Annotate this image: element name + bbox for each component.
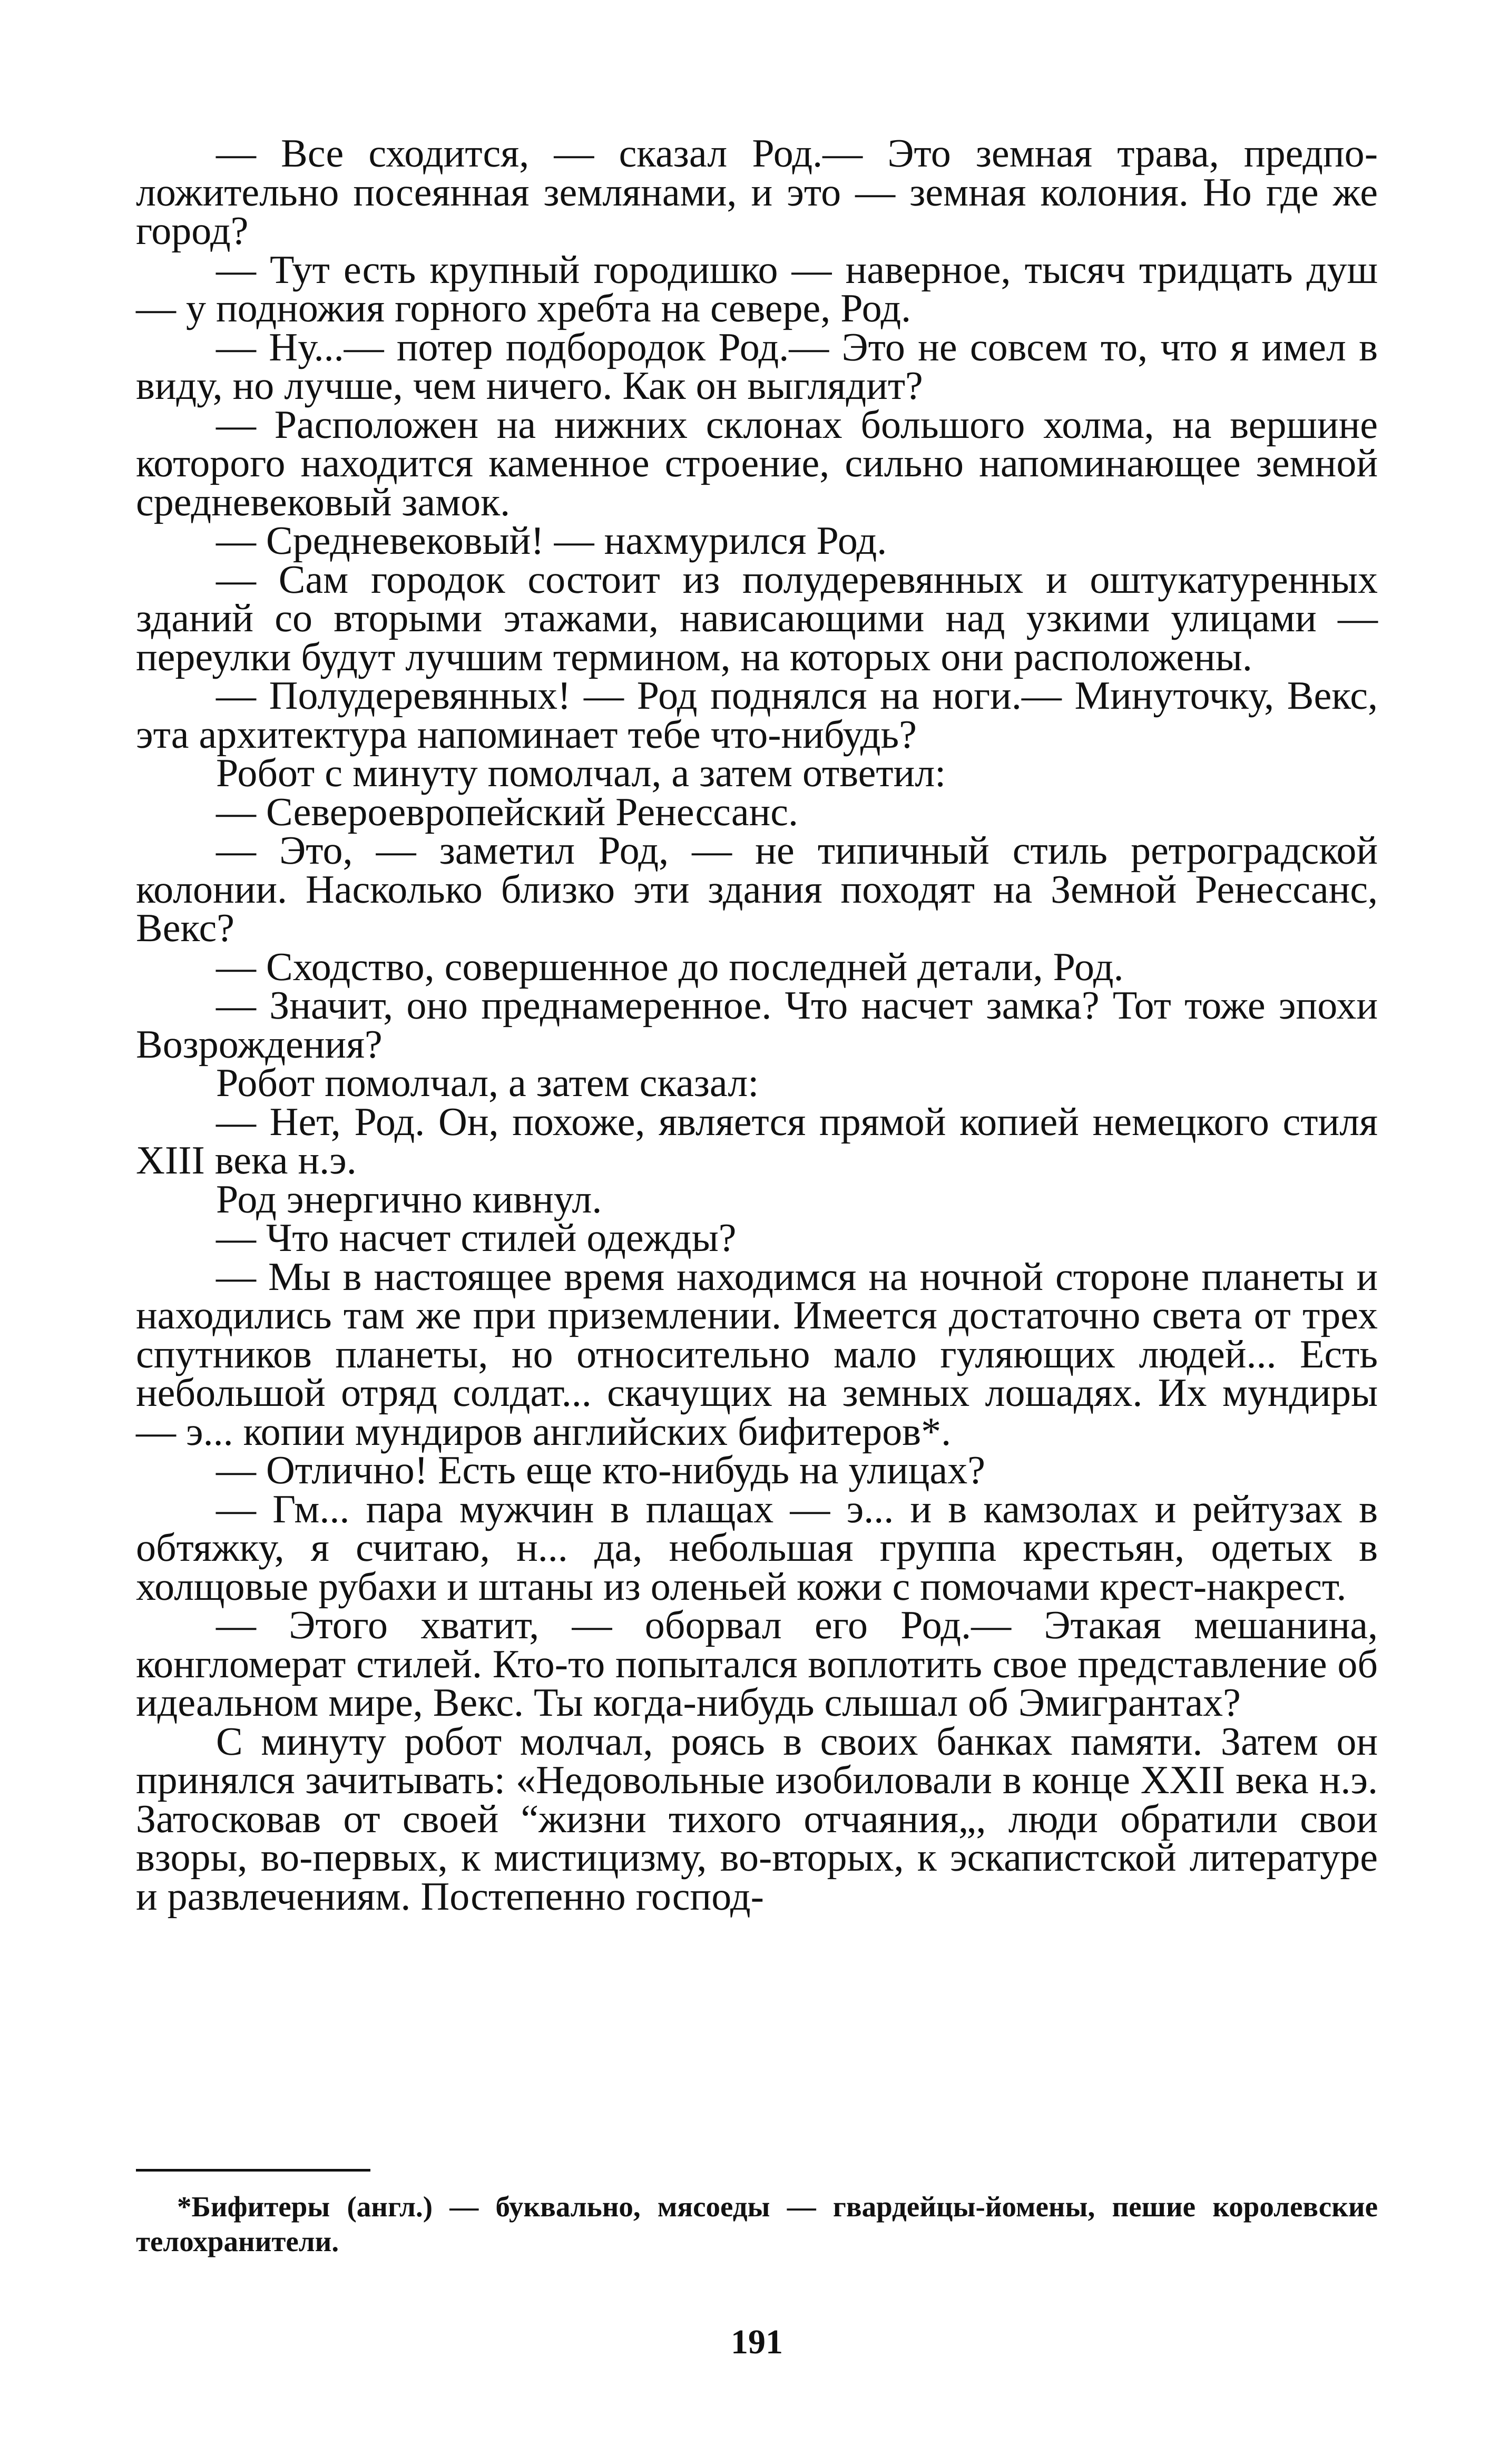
paragraph: — Средневековый! — нахмурился Род.: [216, 519, 887, 563]
paragraph: Робот с минуту помолчал, а затем ответил:: [216, 751, 946, 795]
paragraph: — Сходство, совершенное до последней детали, Род.: [216, 944, 1124, 989]
paragraph: — Североевропейский Ренессанс.: [216, 789, 798, 834]
paragraph: — Полудеревянных! — Род поднялся на ноги.— Минуточку, Векс, эта архитектура напоминает тебе что-нибудь?: [136, 673, 1378, 757]
paragraph: — Это, — заметил Род, — не типичный стиль ретроградской колонии. Насколько близко эти здания походят на Земной Ренессанс, Векс?: [136, 828, 1378, 950]
paragraph: — Сам городок состоит из полудеревянных и оштукатуренных зданий со вторыми этажами, нависающими над узкими улицами — переулки будут лучшим термином, на которых они расположены.: [136, 557, 1378, 679]
paragraph: — Мы в настоящее время находимся на ночной стороне планеты и находились там же при приземлении. Имеется достаточно света от трех спутников планеты, но относительно мало гуляющих людей... Есть небольшой отряд солдат... скачущих на земных лошадях. Их мундиры — э... копии мундиров английских бифитеров*.: [136, 1254, 1378, 1454]
paragraph: — Отлично! Есть еще кто-нибудь на улицах?: [216, 1448, 985, 1492]
footnote: *Бифитеры (англ.) — буквально, мясоеды — гвардейцы-йомены, пешие королевские телохранители.: [136, 2191, 1378, 2257]
page-number: 191: [731, 2323, 783, 2361]
paragraph: — Значит, оно преднамеренное. Что насчет замка? Тот тоже эпохи Возрождения?: [136, 983, 1378, 1067]
book-page: [136, 131, 1378, 2453]
paragraph: — Этого хватит, — оборвал его Род.— Этакая мешанина, конгломерат стилей. Кто-то попытался воплотить свое представление об идеальном мире, Векс. Ты когда-нибудь слышал об Эмигрантах?: [136, 1603, 1378, 1725]
paragraph: — Что насчет стилей одежды?: [216, 1216, 737, 1260]
paragraph: — Все сходится, — сказал Род.— Это земная трава, предположительно посеянная землянами, и это — земная колония. Но где же город?: [136, 131, 1378, 253]
paragraph: — Расположен на нижних склонах большого холма, на вершине которого находится каменное строение, сильно напоминающее земной средневековый замок.: [136, 402, 1378, 524]
paragraph: Род энергично кивнул.: [216, 1177, 602, 1221]
paragraph: — Нет, Род. Он, похоже, является прямой копией немецкого стиля XIII века н.э.: [136, 1099, 1378, 1182]
footnote-divider: [136, 2169, 370, 2172]
paragraph: Робот помолчал, а затем сказал:: [216, 1061, 759, 1105]
paragraph: — Гм... пара мужчин в плащах — э... и в камзолах и рейтузах в обтяжку, я считаю, н... да, небольшая группа крестьян, одетых в холщовые рубахи и штаны из оленьей кожи с помочами крест-накрест.: [136, 1487, 1378, 1609]
paragraph: С минуту робот молчал, роясь в своих банках памяти. Затем он принялся зачитывать: «Недовольные изобиловали в конце XXII века н.э. Затосковав от своей “жизни тихого отчаяния„, люди обратили свои взоры, во-первых, к мистицизму, во-вторых, к эскапистской литературе и развлечениям. Постепенно господ-: [136, 1719, 1378, 1919]
paragraph: — Тут есть крупный городишко — наверное, тысяч тридцать душ — у подножия горного хребта на севере, Род.: [136, 247, 1378, 330]
paragraph: — Ну...— потер подбородок Род.— Это не совсем то, что я имел в виду, но лучше, чем ничего. Как он выглядит?: [136, 325, 1378, 408]
main-text: [136, 131, 1378, 1919]
